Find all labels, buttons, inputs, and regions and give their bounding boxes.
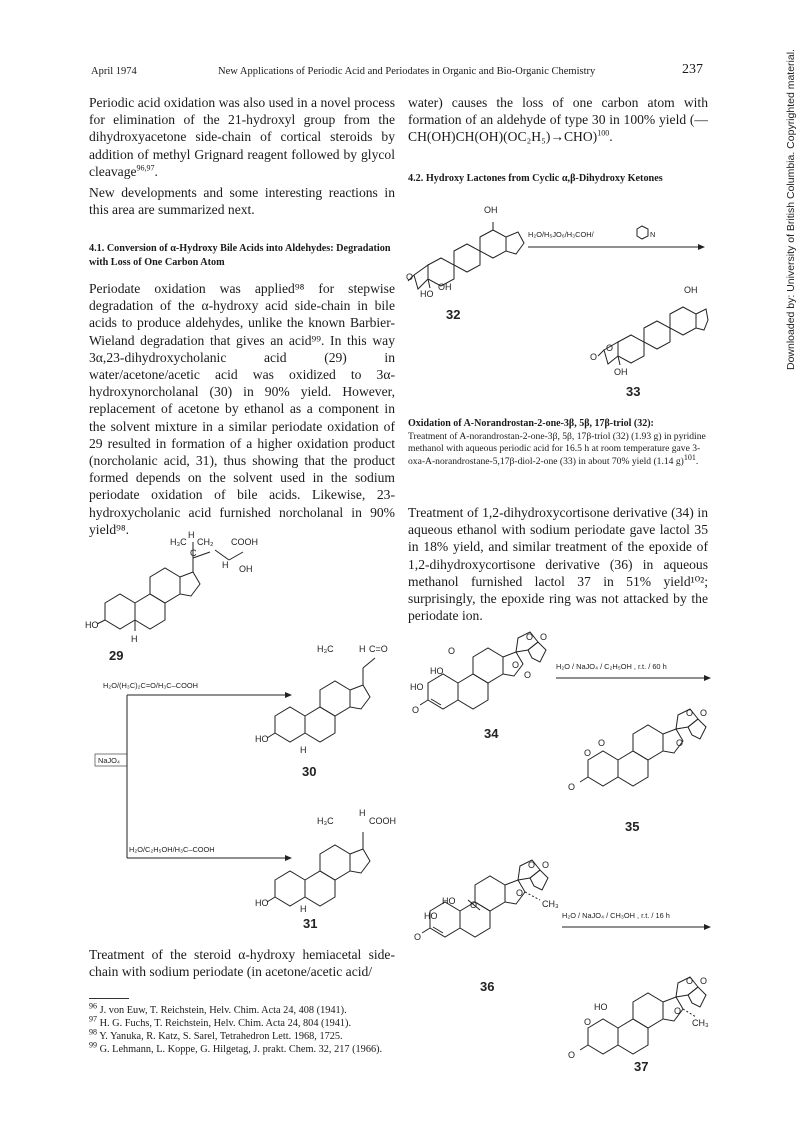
compound-37-structure — [580, 977, 706, 1054]
c35-o-2: O — [700, 708, 708, 718]
compound-33-label: 33 — [626, 384, 641, 399]
c36-o-1: O — [528, 860, 536, 870]
left-para-2: New developments and some interesting reactions in this area are summarized next. — [89, 185, 395, 218]
compound-30-label: 30 — [302, 764, 317, 779]
compound-29-label: 29 — [109, 648, 124, 663]
download-notice: Downloaded by: University of British Columbia. Copyrighted material. — [785, 49, 797, 370]
condition-ethanol: H₂O/C₂H₅OH/H₃C–COOH — [129, 845, 215, 854]
compound-36-label: 36 — [480, 979, 495, 994]
left-para-1-text: Periodic acid oxidation was also used in a novel process for elimination of the 21-hydroxyl group from the dihydroxyacetone side-chain of cortical steroids by addition of methyl Grignard reagent followed by glycol cleavage — [89, 95, 395, 179]
reagent-naio4: NaJO₄ — [98, 756, 120, 765]
compound-32-structure — [408, 222, 524, 289]
left-para-1-ref: 96,97 — [136, 163, 155, 173]
c37-o-3: O — [674, 1006, 682, 1016]
c31-h3c: H₃C — [317, 816, 334, 826]
c33-o-ring: O — [606, 343, 614, 353]
left-para-1: Periodic acid oxidation was also used in a novel process for elimination of the 21-hydroxyl group from the dihydroxyacetone side-chain of cortical steroids by addition of methyl Grignard reagent followed by glycol cleavage$^{96,97}$. — [89, 95, 395, 179]
lactone-scheme — [408, 200, 708, 400]
c34-o-1: O — [526, 632, 534, 642]
header-date: April 1974 — [91, 66, 137, 77]
c37-o-1: O — [686, 976, 694, 986]
bile-acid-scheme — [85, 528, 395, 940]
section-heading-4-2: 4.2. Hydroxy Lactones from Cyclic α,β-Dihydroxy Ketones — [408, 173, 663, 184]
c32-oh: OH — [438, 282, 452, 292]
left-para-4: Treatment of the steroid α-hydroxy hemiacetal side-chain with sodium periodate (in acetone/acetic acid/ — [89, 947, 395, 980]
c35-o-3: O — [676, 738, 684, 748]
left-para-3: Periodate oxidation was applied⁹⁸ for stepwise degradation of the α-hydroxy acid side-chain in bile acids to produce aldehydes, unlike the known Barbier-Wieland degradation that gives an acid⁹⁹. In this way 3α,23-dihydroxycholanic acid (29) in water/acetone/acetic acid was oxidized to 3α-hydroxynorcholanal (30) in 90% yield. However, replacement of acetone by ethanol as a component in the solvent mixture in a similar periodate oxidation of 29 resulted in formation of a higher oxidation product (norcholanic acid, 31), thus showing that the product formed depends on the solvent used in the sodium periodate oxidation of bile acids. Likewise, 23-hydroxycholanic acid furnished norcholanal in 90% yield⁹⁸. — [89, 281, 395, 537]
c37-ch3: CH₃ — [692, 1018, 709, 1028]
footnotes — [89, 1001, 395, 1056]
caption-body: Treatment of A-norandrostan-2-one-3β, 5β, 17β-triol (32) (1.93 g) in pyridine methanol with aqueous periodic acid for 16.5 h at room temperature gave 3-oxa-A-norandrostane-5,17β-diol-2-one (33) in about 70% yield (1.14 g)$^{101}$. — [408, 430, 706, 467]
c29-h3c: H₃C — [170, 537, 187, 547]
pyridine-ring — [637, 226, 648, 239]
footnote: $^{96}$ J. von Euw, T. Reichstein, Helv. Chim. Acta 24, 408 (1941). — [89, 1001, 347, 1016]
c31-h-bottom: H — [300, 904, 307, 914]
condition-methanol-16h: H₂O / NaJO₄ / CH₃OH , r.t. / 16 h — [562, 911, 670, 920]
c30-h-bottom: H — [300, 745, 307, 755]
c33-oh-top: OH — [684, 285, 698, 295]
condition-acetone: H₂O/(H₃C)₂C=O/H₃C–COOH — [103, 681, 198, 690]
c29-oh: OH — [239, 564, 253, 574]
c32-o: O — [406, 272, 414, 282]
header-title: New Applications of Periodic Acid and Periodates in Organic and Bio-Organic Chemistry — [218, 66, 596, 77]
footnote-rule — [89, 998, 129, 999]
page-number: 237 — [682, 62, 703, 77]
compound-31-structure — [267, 832, 370, 906]
c36-o-enone: O — [414, 932, 422, 942]
c36-ho-top: HO — [442, 896, 456, 906]
cortisone-scheme — [408, 628, 718, 1080]
c36-ho: HO — [424, 911, 438, 921]
caption-ref: 101 — [683, 452, 696, 462]
c34-o-4: O — [524, 670, 532, 680]
figure-caption — [408, 418, 708, 468]
c29-h-top: H — [188, 530, 195, 540]
c34-o-enone: O — [412, 705, 420, 715]
c30-ceqo: C=O — [369, 644, 388, 654]
c33-o-carbonyl: O — [590, 352, 598, 362]
c31-ho: HO — [255, 898, 269, 908]
c34-ho-top: HO — [430, 666, 444, 676]
c37-o-2: O — [700, 976, 708, 986]
c30-h3c: H₃C — [317, 644, 334, 654]
c29-ho: HO — [85, 620, 99, 630]
c29-h: H — [222, 560, 229, 570]
right-para-1: water) causes the loss of one carbon atom with formation of an aldehyde of type 30 in 100% yield (—CH(OH)CH(OH)(OC₂H₅)→CHO)$^{100}$. — [408, 95, 708, 145]
compound-35-label: 35 — [625, 819, 640, 834]
pyridine-n: N — [650, 230, 656, 239]
c36-o-3: O — [516, 888, 524, 898]
c29-h-bottom: H — [131, 634, 138, 644]
c37-o-carbonyl: O — [568, 1050, 576, 1060]
compound-37-label: 37 — [634, 1059, 649, 1074]
c36-ch3: CH₃ — [542, 899, 559, 909]
compound-34-label: 34 — [484, 726, 499, 741]
c29-cooh: COOH — [231, 537, 258, 547]
compound-32-label: 32 — [446, 307, 461, 322]
c34-o-ketone: O — [448, 646, 456, 656]
c31-h: H — [359, 808, 366, 818]
compound-31-label: 31 — [303, 916, 318, 931]
c31-cooh: COOH — [369, 816, 396, 826]
c37-o-ring: O — [584, 1017, 592, 1027]
compound-33-structure — [598, 307, 708, 365]
condition-ethanol-60h: H₂O / NaJO₄ / C₂H₅OH , r.t. / 60 h — [556, 662, 667, 671]
c35-o-ring: O — [584, 748, 592, 758]
c35-o-ketone: O — [598, 738, 606, 748]
c34-o-2: O — [540, 632, 548, 642]
compound-36-structure — [422, 860, 548, 937]
c34-o-3: O — [512, 660, 520, 670]
c33-oh: OH — [614, 367, 628, 377]
right-para-1-ref: 100 — [597, 128, 610, 138]
c32-ho: HO — [420, 289, 434, 299]
c30-h: H — [359, 644, 366, 654]
c32-oh-top: OH — [484, 205, 498, 215]
c36-o-2: O — [542, 860, 550, 870]
c34-ho: HO — [410, 682, 424, 692]
c36-o-epoxide: O — [470, 900, 478, 910]
c35-o-enone: O — [568, 782, 576, 792]
right-para-1-text: water) causes the loss of one carbon atom with formation of an aldehyde of type 30 in 100% yield (—CH(OH)CH(OH)(OC₂H₅)→CHO) — [408, 95, 708, 145]
c29-ch2: CH₂ — [197, 537, 214, 547]
c37-ho: HO — [594, 1002, 608, 1012]
compound-29-structure — [97, 542, 243, 631]
caption-title: Oxidation of A-Norandrostan-2-one-3β, 5β, 17β-triol (32): — [408, 418, 654, 429]
condition-periodic: H₂O/H₅JO₆/H₃COH/ — [528, 230, 594, 239]
c30-ho: HO — [255, 734, 269, 744]
c29-c: C — [190, 548, 197, 558]
footnote: $^{97}$ H. G. Fuchs, T. Reichstein, Helv. Chim. Acta 24, 804 (1941). — [89, 1014, 352, 1029]
footnote: $^{99}$ G. Lehmann, L. Koppe, G. Hilgetag, J. prakt. Chem. 32, 217 (1966). — [89, 1040, 383, 1055]
c35-o-1: O — [686, 708, 694, 718]
right-para-2: Treatment of 1,2-dihydroxycortisone derivative (34) in aqueous ethanol with sodium periodate gave lactol 35 in 18% yield, and similar treatment of the epoxide of 1,2-dihydroxycortisone derivative (36) in aqueous methanol furnished lactol 37 in 51% yield¹⁰²; surprisingly, the epoxide ring was not attacked by the periodate ion. — [408, 505, 708, 624]
section-heading-4-1: 4.1. Conversion of α-Hydroxy Bile Acids into Aldehydes: Degradation with Loss of One Carbon Atom — [89, 243, 391, 268]
compound-30-structure — [267, 658, 375, 742]
footnote: $^{98}$ Y. Yanuka, R. Katz, S. Sarel, Tetrahedron Lett. 1968, 1725. — [89, 1027, 343, 1042]
